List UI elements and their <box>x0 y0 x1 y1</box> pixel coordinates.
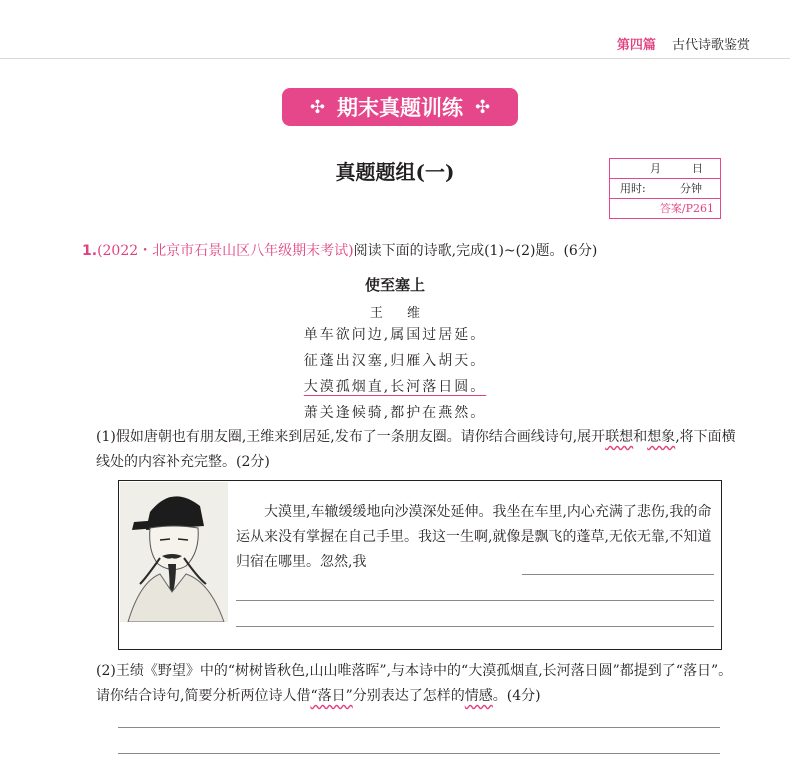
answer-blank-line[interactable] <box>522 574 714 575</box>
poem-line-underlined <box>0 376 790 396</box>
poem-line: 征蓬出汉塞,归雁入胡天。 <box>303 353 487 369</box>
poem-line: 单车欲问边,属国过居延。 <box>303 327 487 343</box>
emphasis-word: “落日” <box>310 688 353 704</box>
moments-post-content: 大漠里,车辙缓缓地向沙漠深处延伸。我坐在车里,内心充满了悲伤,我的命运从来没有掌握在自己手里。我这一生啊,就像是飘飞的蓬草,无依无靠,不知道归宿在哪里。忽然,我 <box>236 504 712 570</box>
answer-blank-line[interactable] <box>236 626 714 627</box>
day-label: 日 <box>692 162 703 175</box>
answer-blank-line[interactable] <box>236 600 714 601</box>
sub1-text: 和 <box>633 429 648 445</box>
month-label: 月 <box>650 162 661 175</box>
sub2-text: 。(4分) <box>492 688 541 704</box>
time-row <box>610 179 720 199</box>
answer-blank-line[interactable] <box>118 727 720 728</box>
page-header <box>617 34 750 53</box>
header-divider <box>0 58 790 59</box>
poem-author: 王 维 <box>369 306 431 321</box>
sub1-text: ,将下面横线处的内容补充完整。(2分) <box>96 429 736 470</box>
section-banner <box>282 88 518 126</box>
sub2-text: 分别表达了怎样的 <box>352 688 465 704</box>
question-number: 1. <box>82 243 98 259</box>
question-prompt: 阅读下面的诗歌,完成(1)~(2)题。(6分) <box>353 243 598 259</box>
section-title: 真题题组(一) <box>335 160 455 184</box>
poem-title: 使至塞上 <box>364 276 425 294</box>
date-row <box>610 159 720 179</box>
minutes-label: 分钟 <box>680 182 702 195</box>
sparkle-icon: ✣ <box>475 96 491 118</box>
sub-question-1 <box>96 425 736 475</box>
question-1 <box>82 240 597 260</box>
answer-blank-line[interactable] <box>118 753 720 754</box>
sparkle-icon: ✣ <box>309 96 325 118</box>
portrait-illustration <box>120 482 228 622</box>
answer-reference: 答案/P261 <box>659 202 714 215</box>
poem-line: 萧关逢候骑,都护在燕然。 <box>303 405 487 421</box>
emphasis-word: 情感 <box>464 688 493 704</box>
time-record-box <box>609 158 721 219</box>
part-subtitle: 古代诗歌鉴赏 <box>671 38 750 53</box>
banner-title: 期末真题训练 <box>337 96 463 120</box>
question-source: (2022・北京市石景山区八年级期末考试) <box>97 243 354 259</box>
wang-wei-portrait <box>120 482 228 622</box>
part-label: 第四篇 <box>616 38 656 53</box>
sub2-text: (2)王绩《野望》中的“树树皆秋色,山山唯落晖”,与本诗中的“大漠孤烟直,长河落日圆”都提到了“落日”。请你结合诗句,简要分析两位诗人借 <box>96 663 733 704</box>
emphasis-word: 联想 <box>605 429 634 445</box>
sub1-text: (1)假如唐朝也有朋友圈,王维来到居延,发布了一条朋友圈。请你结合画线诗句,展开 <box>96 429 606 445</box>
sub-question-2 <box>96 659 736 709</box>
underlined-verse: 大漠孤烟直,长河落日圆。 <box>303 379 487 395</box>
emphasis-word: 想象 <box>647 429 676 445</box>
moments-post-text <box>236 500 714 575</box>
time-label: 用时: <box>620 182 646 195</box>
